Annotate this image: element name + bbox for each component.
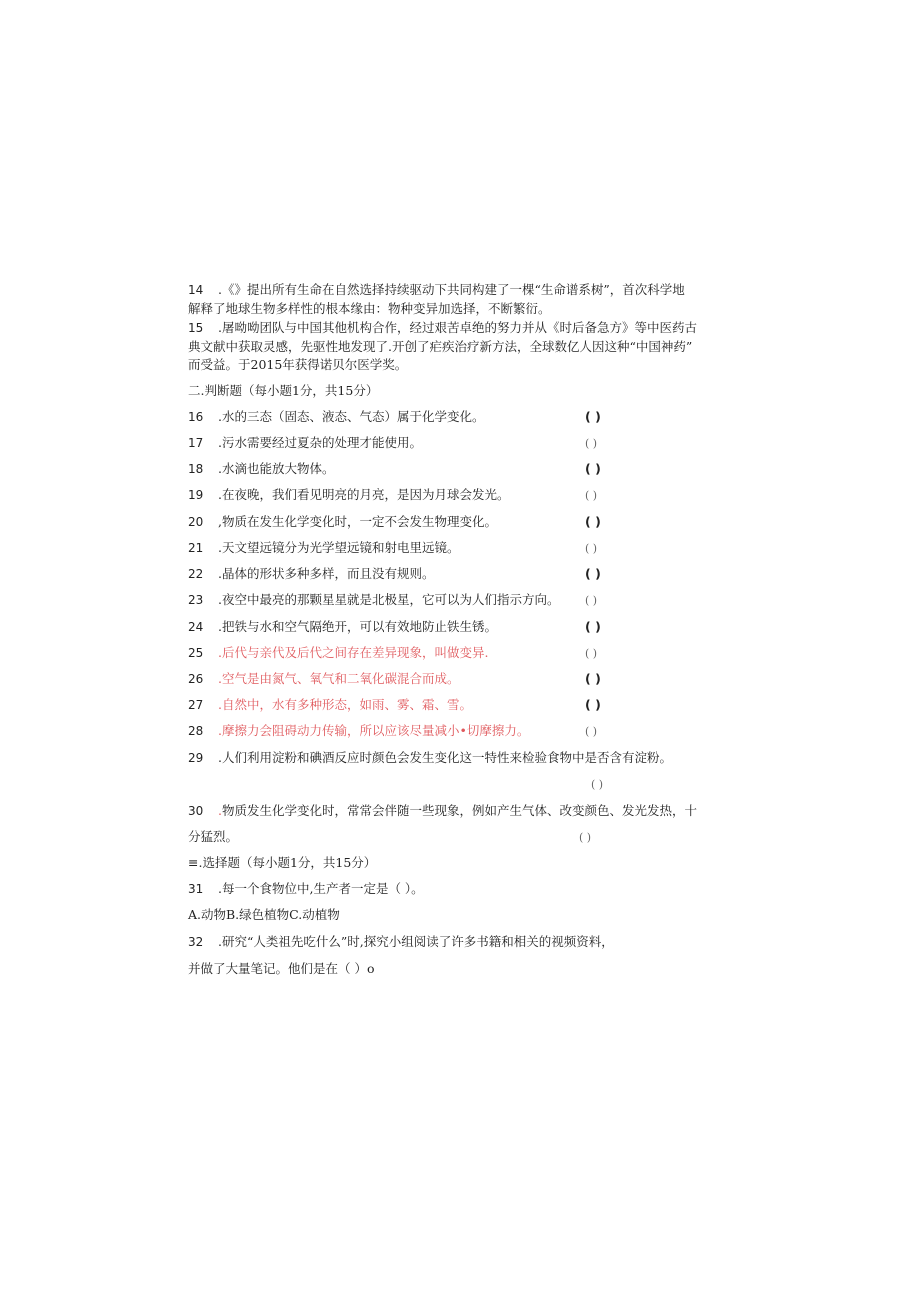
dot-marker: . bbox=[218, 645, 222, 660]
question-number: 21 bbox=[188, 541, 204, 555]
judge-question bbox=[188, 592, 559, 608]
question-text: .水滴也能放大物体。 bbox=[218, 461, 335, 476]
question-number: 25 bbox=[188, 646, 204, 660]
answer-blank[interactable]: ( ) bbox=[585, 514, 601, 529]
question-32 bbox=[188, 934, 614, 950]
question-number: 27 bbox=[188, 698, 204, 712]
answer-blank[interactable]: ( ) bbox=[585, 566, 601, 581]
answer-blank[interactable]: ( ) bbox=[585, 594, 598, 607]
answer-blank[interactable]: ( ) bbox=[585, 697, 601, 712]
question-number: 31 bbox=[188, 882, 204, 896]
section-heading-judgement: 二.判断题（每小题1分，共15分） bbox=[188, 383, 379, 398]
answer-blank[interactable]: ( ) bbox=[585, 619, 601, 634]
question-number: 26 bbox=[188, 672, 204, 686]
question-number: 16 bbox=[188, 410, 204, 424]
question-text: 空气是由氮气、氧气和二氧化碳混合而成。 bbox=[221, 671, 460, 686]
question-text: 摩擦力会阻碍动力传输，所以应该尽量减小•切摩擦力。 bbox=[221, 723, 530, 738]
question-number: 29 bbox=[188, 751, 204, 765]
question-number: 24 bbox=[188, 620, 204, 634]
question-text: .污水需要经过夏杂的处理才能使用。 bbox=[218, 435, 422, 450]
dot-marker: . bbox=[218, 803, 222, 818]
question-text: 物质发生化学变化时，常常会伴随一些现象，例如产生气体、改变颜色、发光发热，十 bbox=[221, 803, 697, 818]
question-text: .研究“人类祖先吃什么”时,探究小组阅读了许多书籍和相关的视频资料， bbox=[218, 934, 614, 949]
question-text: 后代与亲代及后代之间存在差异现象，叫做变异. bbox=[221, 645, 489, 660]
question-text: .屠呦呦团队与中国其他机构合作，经过艰苦卓绝的努力并从《时后备急方》等中医药古 bbox=[218, 320, 697, 335]
question-number: 32 bbox=[188, 935, 204, 949]
question-32-continued: 并做了大量笔记。他们是在（ ）o bbox=[188, 961, 375, 976]
question-30-continued: 分猛烈。 bbox=[188, 829, 239, 844]
question-text: .每一个食物位中,生产者一定是（ ）。 bbox=[218, 881, 424, 896]
question-15 bbox=[188, 320, 697, 336]
answer-blank[interactable]: ( ) bbox=[585, 437, 598, 450]
question-14 bbox=[188, 282, 685, 298]
judge-question bbox=[188, 540, 459, 556]
question-number: 28 bbox=[188, 724, 204, 738]
question-text: .《》提出所有生命在自然选择持续驱动下共同构建了一棵“生命谱系树”，首次科学地 bbox=[218, 282, 685, 297]
answer-blank[interactable]: ( ) bbox=[585, 489, 598, 502]
answer-blank[interactable]: ( ) bbox=[585, 409, 601, 424]
question-number: 18 bbox=[188, 462, 204, 476]
question-15-continued: 典文献中获取灵感，先驱性地发现了.开创了疟疾治疗新方法，全球数亿人因这种“中国神药” bbox=[188, 339, 693, 354]
dot-marker: . bbox=[218, 671, 222, 686]
question-number: 20 bbox=[188, 515, 204, 529]
question-text: .把铁与水和空气隔绝开，可以有效地防止铁生锈。 bbox=[218, 619, 497, 634]
judge-question bbox=[188, 409, 484, 425]
section-heading-choice: ≡.选择题（每小题1分，共15分） bbox=[188, 855, 377, 870]
judge-question bbox=[188, 461, 334, 477]
judge-question bbox=[188, 723, 529, 739]
question-number: 15 bbox=[188, 321, 204, 335]
question-text: .水的三态（固态、液态、气态）属于化学变化。 bbox=[218, 409, 485, 424]
judge-question bbox=[188, 566, 434, 582]
question-29 bbox=[188, 750, 672, 766]
answer-blank[interactable]: ( ) bbox=[585, 671, 601, 686]
dot-marker: . bbox=[218, 723, 222, 738]
question-number: 30 bbox=[188, 804, 204, 818]
answer-blank[interactable]: ( ) bbox=[591, 778, 604, 791]
question-number: 22 bbox=[188, 567, 204, 581]
judge-question bbox=[188, 645, 488, 661]
question-30 bbox=[188, 803, 697, 819]
dot-marker: . bbox=[218, 697, 222, 712]
question-number: 19 bbox=[188, 488, 204, 502]
question-number: 23 bbox=[188, 593, 204, 607]
judge-question bbox=[188, 697, 472, 713]
judge-question bbox=[188, 671, 460, 687]
question-31 bbox=[188, 881, 424, 897]
question-number: 17 bbox=[188, 436, 204, 450]
question-text: 自然中，水有多种形态，如雨、雾、霜、雪。 bbox=[221, 697, 472, 712]
answer-blank[interactable]: ( ) bbox=[585, 647, 598, 660]
question-14-continued: 解释了地球生物多样性的根本缘由：物种变异加选择，不断繁衍。 bbox=[188, 301, 551, 316]
answer-blank[interactable]: ( ) bbox=[585, 461, 601, 476]
answer-blank[interactable]: ( ) bbox=[579, 831, 592, 844]
question-text: .夜空中最亮的那颗星星就是北极星，它可以为人们指示方向。 bbox=[218, 592, 560, 607]
question-text: .人们利用淀粉和碘酒反应时颜色会发生变化这一特性来检验食物中是否含有淀粉。 bbox=[218, 750, 672, 765]
judge-question bbox=[188, 514, 497, 530]
question-31-options: A.动物B.绿色植物C.动植物 bbox=[188, 907, 340, 922]
question-text: ,物质在发生化学变化时，一定不会发生物理变化。 bbox=[218, 514, 497, 529]
judge-question bbox=[188, 487, 509, 503]
question-text: .在夜晚，我们看见明亮的月亮，是因为月球会发光。 bbox=[218, 487, 510, 502]
question-15-continued-2: 而受益。于2015年获得诺贝尔医学奖。 bbox=[188, 357, 408, 372]
question-text: .晶体的形状多种多样，而且没有规则。 bbox=[218, 566, 435, 581]
judge-question bbox=[188, 435, 422, 451]
answer-blank[interactable]: ( ) bbox=[585, 725, 598, 738]
answer-blank[interactable]: ( ) bbox=[585, 542, 598, 555]
question-number: 14 bbox=[188, 283, 204, 297]
question-text: .天文望远镜分为光学望远镜和射电里远镜。 bbox=[218, 540, 460, 555]
judge-question bbox=[188, 619, 497, 635]
